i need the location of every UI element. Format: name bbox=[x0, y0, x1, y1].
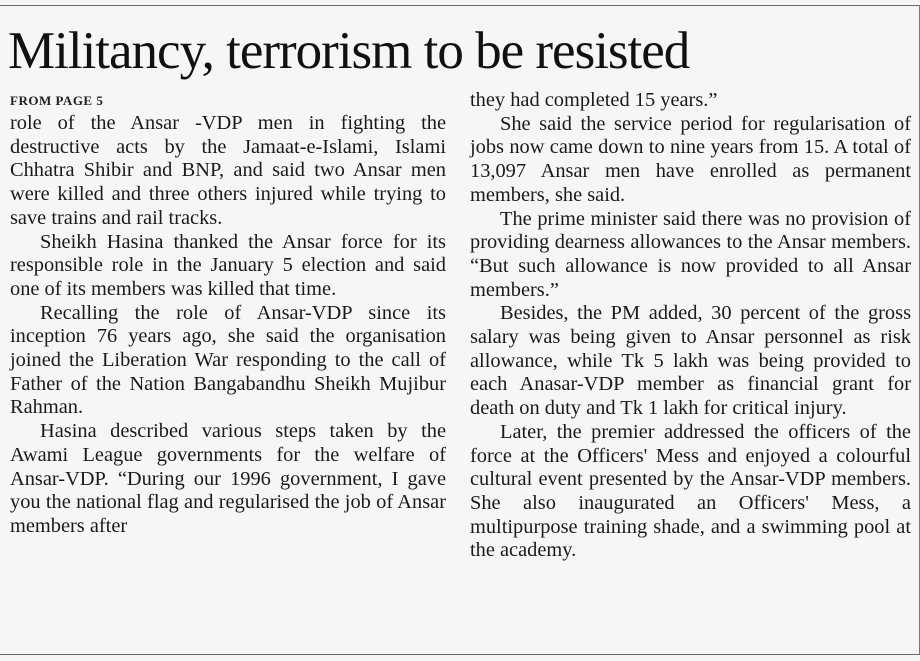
paragraph: Later, the premier addressed the officers of the force at the Officers' Mess and enjoyed a colourful cultural event presented by the Ansar-VDP members. She also inaugurated an Officers' Mess, a multipurpose training shade, and a swimming pool at the academy. bbox=[470, 420, 911, 562]
paragraph: Besides, the PM added, 30 percent of the gross salary was being given to Ansar personnel as risk allowance, while Tk 5 lakh was being provided to each Anasar-VDP member as financial grant for death on duty and Tk 1 lakh for critical injury. bbox=[470, 302, 911, 420]
column-2 bbox=[470, 89, 911, 563]
paragraph: they had completed 15 years.” bbox=[470, 89, 718, 111]
paragraph: Recalling the role of Ansar-VDP since its inception 76 years ago, she said the organisation joined the Liberation War responding to the call of Father of the Nation Bangabandhu Sheikh Mujibur Rahman. bbox=[10, 301, 446, 419]
jump-label: FROM PAGE 5 bbox=[10, 93, 104, 108]
column-1 bbox=[10, 112, 446, 539]
paragraph: Sheikh Hasina thanked the Ansar force for its responsible role in the January 5 election and said one of its members was killed that time. bbox=[10, 230, 446, 300]
paragraph: role of the Ansar -VDP men in fighting the destructive acts by the Jamaat-e-Islami, Islami Chhatra Shibir and BNP, and said two Ansar men were killed and three others injured while trying to save trains and rail tracks. bbox=[10, 112, 446, 229]
paragraph: She said the service period for regularisation of jobs now came down to nine years from 15. A total of 13,097 Ansar men have enrolled as permanent members, she said. bbox=[470, 112, 911, 206]
headline: Militancy, terrorism to be resisted bbox=[8, 22, 690, 80]
top-rule bbox=[0, 5, 920, 6]
bottom-rule bbox=[0, 654, 920, 655]
paragraph: Hasina described various steps taken by the Awami League governments for the welfare of Ansar-VDP. “During our 1996 government, I gave you the national flag and regularised the job of Ansar members after bbox=[10, 420, 446, 537]
paragraph: The prime minister said there was no provision of providing dearness allowances to the Ansar members. “But such allowance is now provided to all Ansar members.” bbox=[470, 207, 911, 301]
